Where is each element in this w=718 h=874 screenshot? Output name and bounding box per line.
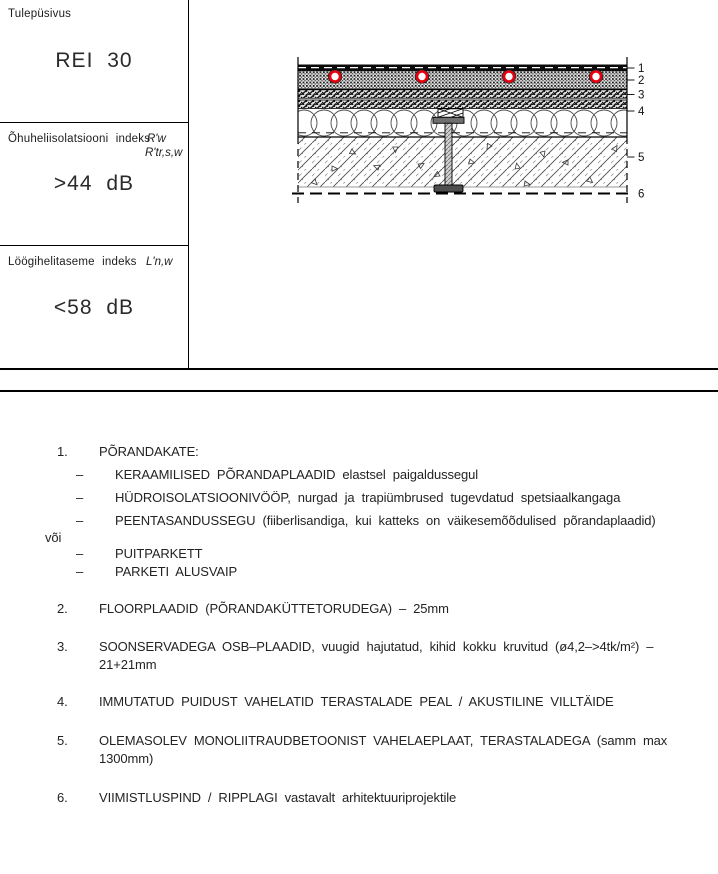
- layer1-floor-covering: [298, 65, 627, 72]
- impact-sound-symbol-lnw: L'n,w: [146, 256, 173, 268]
- callout-number-4: 4: [638, 106, 645, 118]
- beam-top-flange: [433, 117, 464, 123]
- layer-callouts: [627, 63, 645, 201]
- note-text: IMMUTATUD PUIDUST VAHELATID TERASTALADE PEAL / AKUSTILINE VILLTÄIDE: [99, 694, 614, 709]
- layer5-concrete-slab: [298, 137, 627, 187]
- airborne-sound-symbol-rw: R'w: [147, 133, 166, 145]
- airborne-sound-symbol-rtr: R'tr,s,w: [145, 147, 183, 159]
- note-text: FLOORPLAADID (PÕRANDAKÜTTETORUDEGA) – 25mm: [99, 601, 449, 616]
- layer3-osb-boards: [298, 90, 627, 109]
- horizontal-rule: [0, 390, 718, 392]
- airborne-sound-label: Õhuheliisolatsiooni indeks: [8, 133, 151, 145]
- note-text: 21+21mm: [99, 657, 157, 672]
- dash-bullet: –: [76, 513, 84, 528]
- note-number: 4.: [57, 694, 68, 709]
- callout-number-6: 6: [638, 188, 645, 201]
- note-text: HÜDROISOLATSIOONIVÖÖP, nurgad ja trapiümbrused tugevdatud spetsiaalkangaga: [115, 490, 621, 505]
- layer2-floor-heating-plate: [298, 70, 627, 89]
- note-text: PARKETI ALUSVAIP: [115, 564, 238, 579]
- impact-sound-value: <58 dB: [53, 296, 135, 319]
- callout-number-1: 1: [638, 63, 645, 75]
- note-number: 2.: [57, 601, 68, 616]
- dash-bullet: –: [76, 546, 84, 561]
- fire-resistance-label: Tulepüsivus: [8, 8, 72, 20]
- beam-bottom-flange: [434, 185, 463, 192]
- dash-bullet: –: [76, 564, 84, 579]
- table-divider: [0, 122, 188, 123]
- dash-bullet: –: [76, 467, 84, 482]
- floor-section-drawing: [270, 48, 670, 210]
- note-number: 1.: [57, 444, 68, 459]
- note-text: KERAAMILISED PÕRANDAPLAADID elastsel paigaldussegul: [115, 467, 479, 482]
- callout-number-3: 3: [638, 89, 645, 102]
- impact-sound-label: Löögihelitaseme indeks: [8, 256, 137, 268]
- fire-resistance-value: REI 30: [55, 49, 133, 72]
- note-text: PEENTASANDUSSEGU (fiiberlisandiga, kui katteks on väikesemõõdulised põrandaplaadid): [115, 513, 656, 528]
- note-text: OLEMASOLEV MONOLIITRAUDBETOONIST VAHELAEPLAAT, TERASTALADEGA (samm max: [99, 733, 668, 748]
- spec-table: [0, 0, 189, 369]
- note-number: 6.: [57, 790, 68, 805]
- note-text: 1300mm): [99, 751, 154, 766]
- note-number: 5.: [57, 733, 68, 748]
- dash-bullet: –: [76, 490, 84, 505]
- airborne-sound-value: >44 dB: [53, 172, 135, 195]
- horizontal-rule: [0, 368, 718, 370]
- note-text: või: [45, 530, 62, 545]
- callout-number-5: 5: [638, 152, 645, 164]
- note-number: 3.: [57, 639, 68, 654]
- note-text: SOONSERVADEGA OSB–PLAADID, vuugid hajutatud, kihid kokku kruvitud (ø4,2–>4tk/m²) –: [99, 639, 654, 654]
- note-text: PUITPARKETT: [115, 546, 203, 561]
- note-text: VIIMISTLUSPIND / RIPPLAGI vastavalt arhitektuuriprojektile: [99, 790, 457, 805]
- callout-number-2: 2: [638, 75, 645, 87]
- wooden-batten: [438, 109, 463, 118]
- note-text: PÕRANDAKATE:: [99, 444, 199, 459]
- table-divider: [0, 245, 188, 246]
- beam-web: [445, 123, 452, 185]
